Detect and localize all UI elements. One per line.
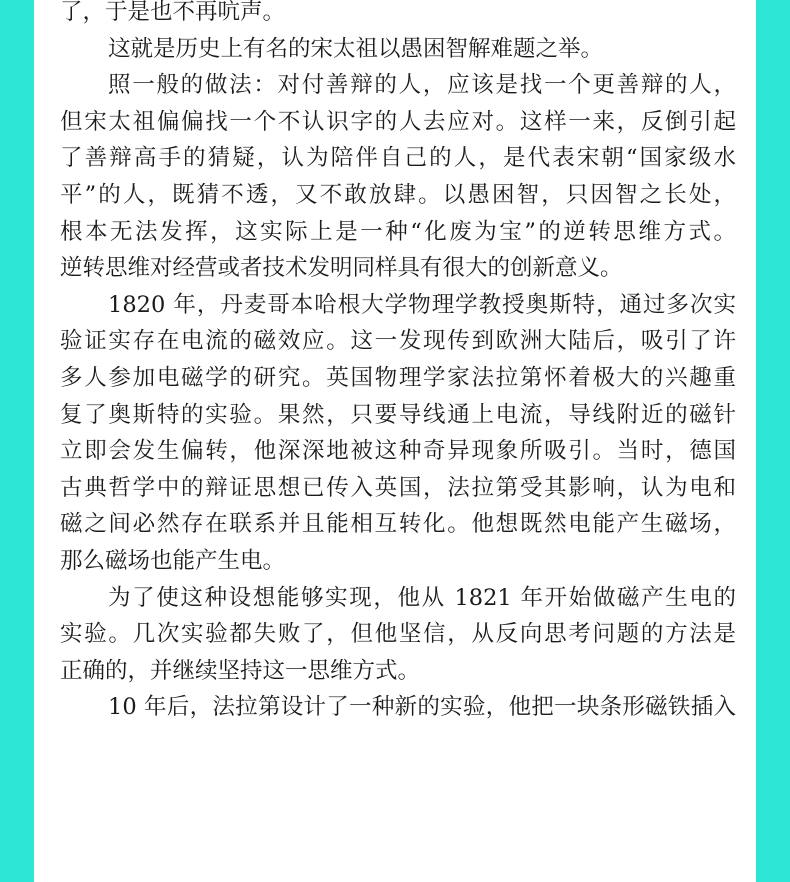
text-line: 磁之间必然存在联系并且能相互转化。他想既然电能产生磁场，	[60, 511, 736, 538]
text-line: 立即会发生偏转，他深深地被这种奇异现象所吸引。当时，德国	[60, 438, 736, 465]
text-line: 1820 年，丹麦哥本哈根大学物理学教授奥斯特，通过多次实	[108, 291, 736, 318]
text-line: 古典哲学中的辩证思想已传入英国，法拉第受其影响，认为电和	[60, 474, 736, 501]
text-line: 根本无法发挥，这实际上是一种“化废为宝”的逆转思维方式。	[60, 218, 736, 245]
text-line: 为了使这种设想能够实现，他从 1821 年开始做磁产生电的	[108, 584, 736, 611]
book-page	[34, 0, 756, 882]
text-line: 逆转思维对经营或者技术发明同样具有很大的创新意义。	[60, 255, 623, 282]
body-text	[60, 0, 736, 726]
text-line: 正确的，并继续坚持这一思维方式。	[60, 657, 421, 684]
text-line: 复了奥斯特的实验。果然，只要导线通上电流，导线附近的磁针	[60, 401, 736, 428]
text-line: 验证实存在电流的磁效应。这一发现传到欧洲大陆后，吸引了许	[60, 328, 736, 355]
text-line: 那么磁场也能产生电。	[60, 547, 286, 574]
text-line: 照一般的做法：对付善辩的人，应该是找一个更善辩的人，	[108, 72, 736, 99]
text-line: 多人参加电磁学的研究。英国物理学家法拉第怀着极大的兴趣重	[60, 364, 736, 391]
text-line: 实验。几次实验都失败了，但他坚信，从反向思考问题的方法是	[60, 621, 736, 648]
text-line: 这就是历史上有名的宋太祖以愚困智解难题之举。	[108, 35, 604, 62]
text-line: 10 年后，法拉第设计了一种新的实验，他把一块条形磁铁插入	[108, 694, 736, 721]
text-line: 了善辩高手的猜疑，认为陪伴自己的人，是代表宋朝“国家级水	[60, 145, 736, 172]
text-line: 但宋太祖偏偏找一个不认识字的人去应对。这样一来，反倒引起	[60, 108, 736, 135]
text-line: 了，于是也不再吭声。	[60, 0, 286, 25]
text-line: 平”的人，既猜不透，又不敢放肆。以愚困智，只因智之长处，	[60, 181, 736, 208]
